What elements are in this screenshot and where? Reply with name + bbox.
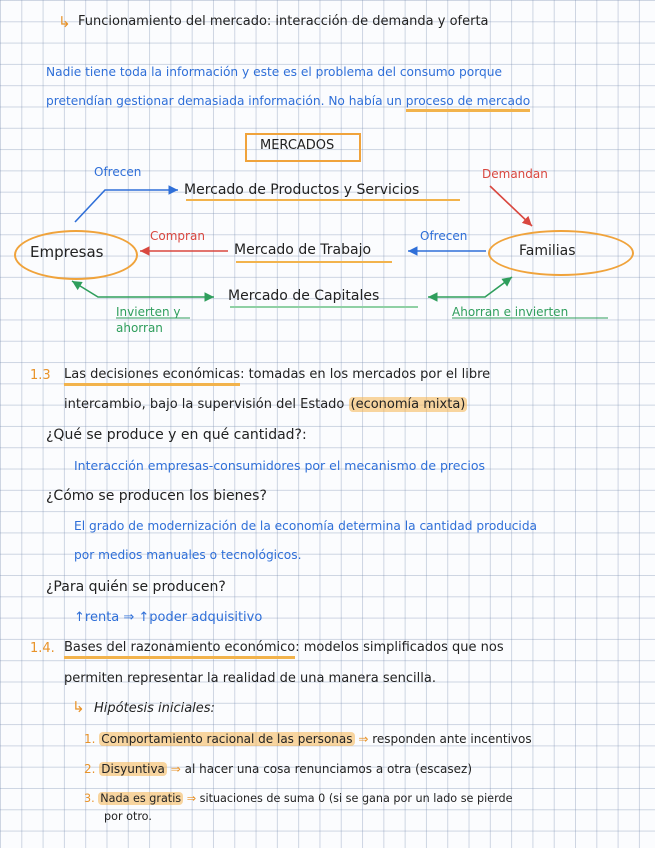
proceso-mercado-highlight: proceso de mercado (406, 94, 530, 112)
arrow-familias-capitales (428, 277, 512, 297)
section-1-3-title: Las decisiones económicas (64, 367, 240, 386)
answer-3: ↑renta ⇒ ↑poder adquisitivo (74, 610, 263, 625)
label-ahorran: ahorran (116, 321, 163, 335)
section-1-3-rest: : tomadas en los mercados por el libre (240, 367, 491, 382)
hypothesis-item-1 (84, 733, 532, 745)
answer-2-line-2: por medios manuales o tecnológicos. (74, 548, 302, 562)
hypothesis-highlight: Nada es gratis (100, 792, 182, 805)
intro-text: pretendían gestionar demasiada información. No había un (46, 94, 402, 108)
hypothesis-item-2 (84, 763, 472, 775)
hypothesis-item-3 (84, 793, 512, 804)
section-1-4-rest: : modelos simplificados que nos (295, 640, 504, 655)
question-3: ¿Para quién se producen? (46, 579, 226, 595)
section-1-3-line-1 (64, 368, 490, 381)
economia-mixta-highlight: (economía mixta) (350, 397, 466, 412)
section-1-4-line-1 (64, 641, 504, 654)
section-1-3-intercambio: intercambio, bajo la supervisión del Estado (64, 397, 345, 412)
label-demandan: Demandan (482, 167, 548, 181)
node-capitales: Mercado de Capitales (228, 288, 380, 304)
hypothesis-number: 1. (84, 732, 96, 746)
hypothesis-text: situaciones de suma 0 (si se gana por un lado se pierde (199, 792, 513, 805)
question-1: ¿Qué se produce y en qué cantidad?: (46, 427, 307, 443)
arrow-icon: ↳ (58, 13, 71, 31)
hypothesis-highlight: Disyuntiva (101, 762, 165, 776)
answer-2-line-1: El grado de modernización de la economía determina la cantidad producida (74, 519, 538, 533)
section-1-3-number: 1.3 (30, 368, 51, 383)
hypothesis-heading: Hipótesis iniciales: (94, 701, 215, 716)
hypothesis-text: al hacer una cosa renunciamos a otra (escasez) (184, 762, 473, 776)
label-compran: Compran (150, 229, 205, 243)
implies-arrow: ⇒ (186, 792, 197, 805)
section-1-4-title: Bases del razonamiento económico (64, 640, 295, 659)
arrow-hypothesis-icon: ↳ (72, 698, 85, 716)
node-familias: Familias (519, 243, 576, 259)
label-ahorran-invierten: Ahorran e invierten (452, 305, 569, 319)
hypothesis-number: 2. (84, 762, 96, 776)
answer-1: Interacción empresas-consumidores por el mecanismo de precios (74, 458, 485, 473)
arrow-empresas-capitales (72, 281, 214, 297)
arrow-productos-familias (490, 186, 532, 226)
page-heading: Funcionamiento del mercado: interacción de demanda y oferta (78, 14, 489, 29)
section-1-4-number: 1.4. (30, 641, 55, 656)
hypothesis-highlight: Comportamiento racional de las personas (101, 732, 353, 746)
implies-arrow: ⇒ (358, 732, 369, 746)
hypothesis-number: 3. (84, 792, 95, 805)
label-ofrecen-top: Ofrecen (94, 165, 142, 179)
intro-line-1: Nadie tiene toda la información y este es el problema del consumo porque (46, 65, 502, 79)
implies-arrow: ⇒ (170, 762, 181, 776)
section-1-3-line-2 (64, 398, 467, 411)
node-productos: Mercado de Productos y Servicios (184, 182, 420, 198)
label-ofrecen-right: Ofrecen (420, 229, 468, 243)
node-trabajo: Mercado de Trabajo (234, 242, 372, 258)
hypothesis-text: responden ante incentivos (372, 732, 532, 746)
node-empresas: Empresas (30, 243, 104, 261)
section-1-4-line-2: permiten representar la realidad de una manera sencilla. (64, 671, 436, 686)
arrow-empresas-productos (75, 190, 178, 222)
question-2: ¿Cómo se producen los bienes? (46, 488, 267, 504)
hypothesis-item-3-continued: por otro. (104, 810, 152, 823)
label-invierten: Invierten y (116, 305, 181, 319)
mercados-title: MERCADOS (260, 138, 335, 153)
